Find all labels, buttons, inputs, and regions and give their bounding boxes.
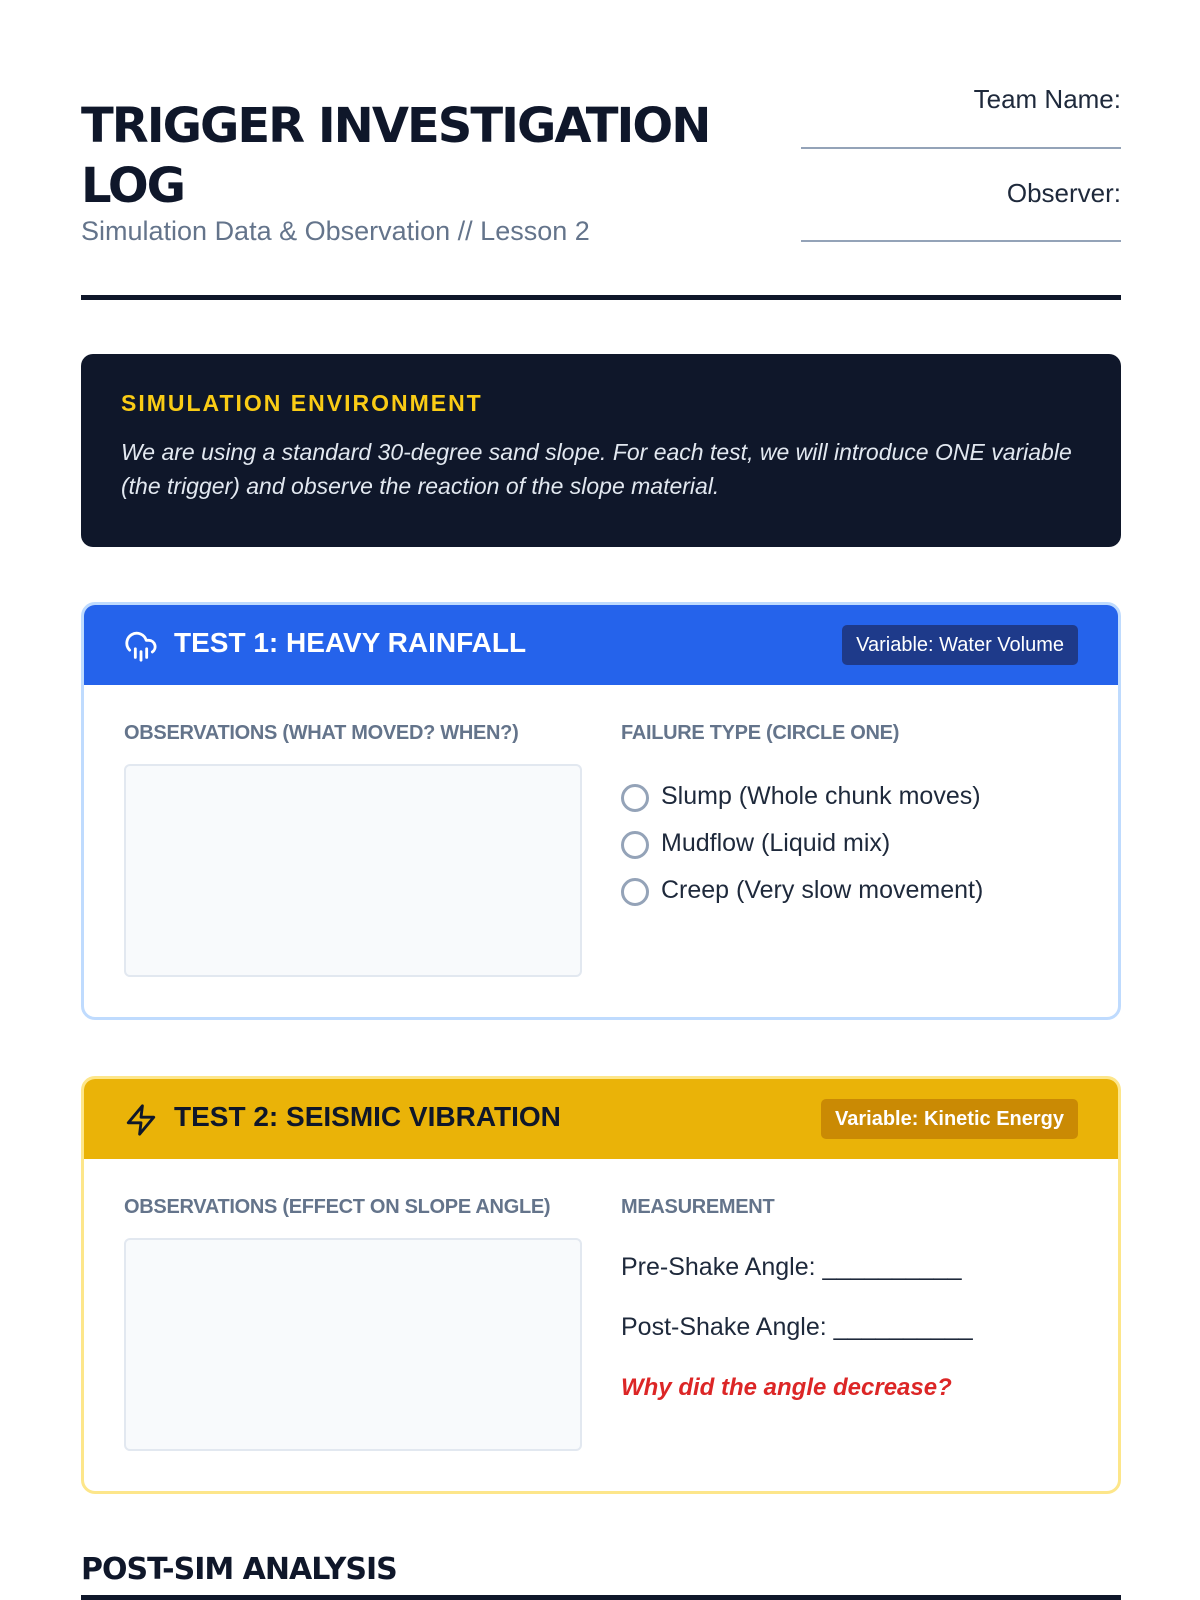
post-shake-angle-field[interactable]: Post-Shake Angle: __________ [621,1313,973,1341]
test-1-variable-badge: Variable: Water Volume [842,625,1078,665]
lightning-bolt-icon [124,1103,158,1137]
post-sim-analysis-title: POST-SIM ANALYSIS [81,1552,397,1587]
section-divider [81,1595,1121,1600]
test-2-title: TEST 2: SEISMIC VIBRATION [174,1101,561,1132]
test-2-header [84,1079,1118,1159]
observer-label: Observer: [1006,178,1121,208]
radio-button[interactable] [621,784,649,812]
angle-question: Why did the angle decrease? [621,1374,952,1401]
page-subtitle: Simulation Data & Observation // Lesson 2 [81,216,590,246]
test-1-observations-box[interactable] [124,764,582,977]
pre-shake-angle-field[interactable]: Pre-Shake Angle: __________ [621,1253,962,1281]
test-1-observations-label: OBSERVATIONS (WHAT MOVED? WHEN?) [124,722,519,744]
test-2-observations-label: OBSERVATIONS (EFFECT ON SLOPE ANGLE) [124,1196,551,1218]
test-2-variable-badge: Variable: Kinetic Energy [821,1099,1078,1139]
simulation-environment-panel [81,354,1121,547]
environment-title: SIMULATION ENVIRONMENT [121,390,483,416]
team-name-field[interactable] [801,147,1121,149]
test-1-card [81,602,1121,1020]
failure-type-label: FAILURE TYPE (CIRCLE ONE) [621,722,900,744]
test-2-observations-box[interactable] [124,1238,582,1451]
test-1-header [84,605,1118,685]
radio-button[interactable] [621,831,649,859]
page-title: TRIGGER INVESTIGATION LOG [81,98,710,214]
environment-text: We are using a standard 30-degree sand slope. For each test, we will introduce ONE variable (the trigger) and observe the reaction of the slope material. [121,439,1072,499]
measurement-label: MEASUREMENT [621,1196,775,1218]
team-name-label: Team Name: [973,84,1121,114]
observer-field[interactable] [801,240,1121,242]
page-header [81,60,1121,300]
failure-option-label: Slump (Whole chunk moves) [661,782,981,810]
test-2-card [81,1076,1121,1494]
failure-option-label: Mudflow (Liquid mix) [661,829,891,857]
radio-button[interactable] [621,878,649,906]
failure-option-label: Creep (Very slow movement) [661,876,984,904]
cloud-rain-icon [124,629,158,663]
test-1-title: TEST 1: HEAVY RAINFALL [174,627,527,658]
